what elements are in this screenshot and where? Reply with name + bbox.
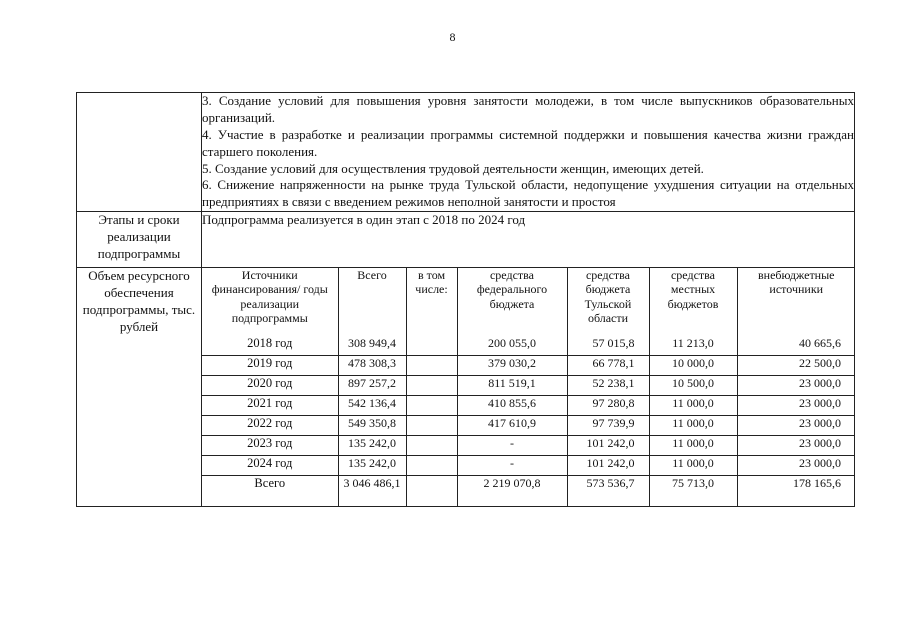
goal-item: 3. Создание условий для повышения уровня занятости молодежи, в том числе выпускников образовательных организаций. (202, 93, 854, 125)
regional-cell: 101 242,0 (567, 456, 649, 476)
local-cell: 10 500,0 (649, 376, 737, 396)
federal-cell: - (457, 436, 567, 456)
extrabudget-cell: 23 000,0 (737, 436, 855, 456)
federal-cell: 2 219 070,8 (457, 476, 567, 507)
year-cell: 2021 год (202, 396, 338, 416)
goal-item: 6. Снижение напряженности на рынке труда Тульской области, недопущение ухудшения ситуации на отдельных предприятиях в связи с введением режимов неполной занятости и простоя (202, 177, 854, 210)
including-cell (406, 356, 457, 376)
goals-label-cell (77, 93, 202, 212)
table-row (202, 416, 855, 436)
local-cell: 10 000,0 (649, 356, 737, 376)
total-cell: 542 136,4 (338, 396, 406, 416)
extrabudget-cell: 23 000,0 (737, 396, 855, 416)
year-cell: Всего (202, 476, 338, 507)
col-header-regional: средства бюджета Тульской области (567, 268, 649, 336)
col-header-sources: Источники финансирования/ годы реализации подпрограммы (202, 268, 338, 336)
table-row (202, 456, 855, 476)
year-cell: 2022 год (202, 416, 338, 436)
federal-cell: - (457, 456, 567, 476)
goals-cell (202, 93, 855, 212)
stages-row (77, 212, 855, 268)
resources-row (77, 268, 855, 507)
local-cell: 11 000,0 (649, 416, 737, 436)
regional-cell: 573 536,7 (567, 476, 649, 507)
year-cell: 2019 год (202, 356, 338, 376)
year-cell: 2023 год (202, 436, 338, 456)
regional-cell: 97 739,9 (567, 416, 649, 436)
year-cell: 2018 год (202, 336, 338, 356)
local-cell: 11 213,0 (649, 336, 737, 356)
total-cell: 549 350,8 (338, 416, 406, 436)
financing-table (202, 268, 855, 506)
including-cell (406, 436, 457, 456)
including-cell (406, 396, 457, 416)
resources-label: Объем ресурсного обеспечения подпрограммы, тыс. рублей (77, 268, 202, 507)
including-cell (406, 456, 457, 476)
page-number: 8 (449, 30, 456, 44)
total-cell: 897 257,2 (338, 376, 406, 396)
resources-cell (202, 268, 855, 507)
table-row (202, 376, 855, 396)
total-cell: 478 308,3 (338, 356, 406, 376)
total-cell: 308 949,4 (338, 336, 406, 356)
extrabudget-cell: 22 500,0 (737, 356, 855, 376)
extrabudget-cell: 23 000,0 (737, 416, 855, 436)
federal-cell: 200 055,0 (457, 336, 567, 356)
regional-cell: 66 778,1 (567, 356, 649, 376)
col-header-total: Всего (338, 268, 406, 336)
total-cell: 135 242,0 (338, 456, 406, 476)
including-cell (406, 476, 457, 507)
table-row (202, 436, 855, 456)
including-cell (406, 376, 457, 396)
col-header-extrabudget: внебюджетные источники (758, 268, 835, 297)
federal-cell: 417 610,9 (457, 416, 567, 436)
regional-cell: 97 280,8 (567, 396, 649, 416)
extrabudget-cell: 40 665,6 (737, 336, 855, 356)
subprogram-passport-table (76, 92, 855, 507)
regional-cell: 57 015,8 (567, 336, 649, 356)
regional-cell: 52 238,1 (567, 376, 649, 396)
year-cell: 2024 год (202, 456, 338, 476)
local-cell: 11 000,0 (649, 436, 737, 456)
extrabudget-cell: 23 000,0 (737, 456, 855, 476)
local-cell: 75 713,0 (649, 476, 737, 507)
table-row (202, 396, 855, 416)
total-row (202, 476, 855, 507)
table-row (202, 336, 855, 356)
federal-cell: 811 519,1 (457, 376, 567, 396)
federal-cell: 410 855,6 (457, 396, 567, 416)
col-header-federal: средства федерального бюджета (457, 268, 567, 336)
stages-text: Подпрограмма реализуется в один этап с 2018 по 2024 год (202, 212, 855, 268)
col-header-local: средства местных бюджетов (649, 268, 737, 336)
goals-row (77, 93, 855, 212)
including-cell (406, 416, 457, 436)
including-cell (406, 336, 457, 356)
goal-item: 4. Участие в разработке и реализации программы системной поддержки и повышения качества жизни граждан старшего поколения. (202, 126, 854, 159)
total-cell: 135 242,0 (338, 436, 406, 456)
goal-item: 5. Создание условий для осуществления трудовой деятельности женщин, имеющих детей. (202, 160, 704, 176)
regional-cell: 101 242,0 (567, 436, 649, 456)
col-header-including: в том числе: (406, 268, 457, 336)
stages-label: Этапы и сроки реализации подпрограммы (77, 212, 202, 268)
extrabudget-cell: 178 165,6 (793, 476, 841, 491)
federal-cell: 379 030,2 (457, 356, 567, 376)
year-cell: 2020 год (202, 376, 338, 396)
table-row (202, 356, 855, 376)
extrabudget-cell: 23 000,0 (737, 376, 855, 396)
financing-header-row (202, 268, 855, 336)
total-cell: 3 046 486,1 (338, 476, 406, 507)
local-cell: 11 000,0 (649, 396, 737, 416)
local-cell: 11 000,0 (649, 456, 737, 476)
